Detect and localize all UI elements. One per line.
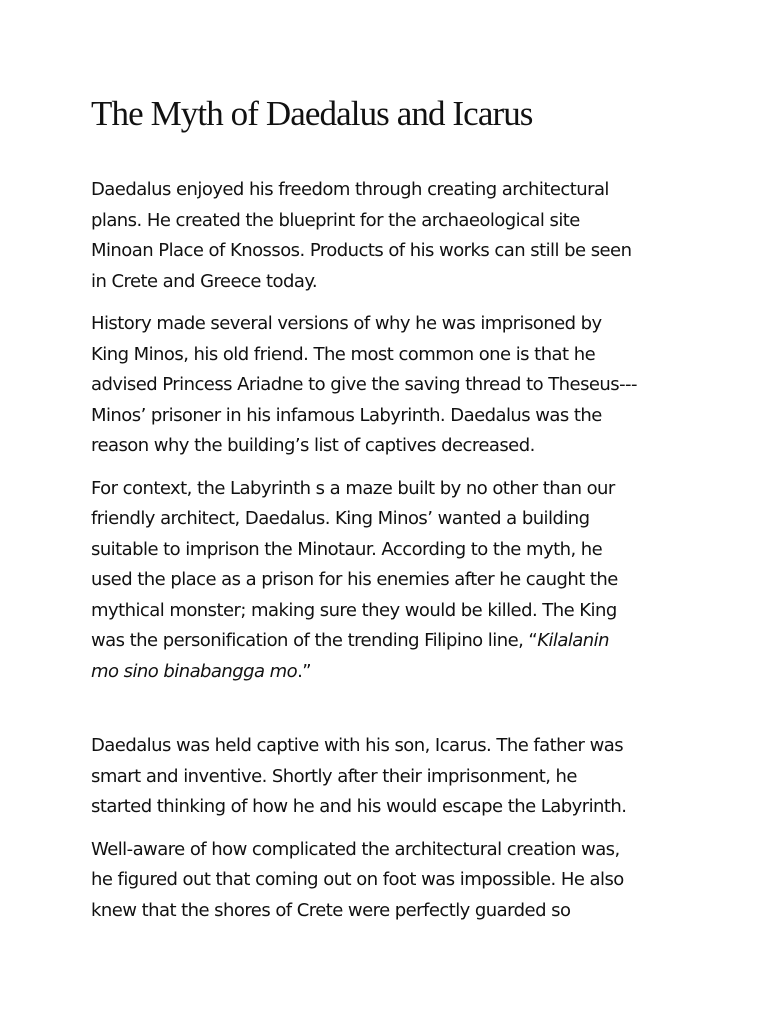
text-run: was the personification of the trending Filipino line, “ xyxy=(91,630,538,651)
italic-phrase: Kilalanin xyxy=(537,630,609,651)
text-line: Well-aware of how complicated the architectural creation was, xyxy=(91,838,620,860)
text-line: suitable to imprison the Minotaur. According to the myth, he xyxy=(91,538,603,560)
text-line: Minoan Place of Knossos. Products of his works can still be seen xyxy=(91,240,632,261)
text-line xyxy=(91,657,691,688)
text-line: knew that the shores of Crete were perfectly guarded so xyxy=(91,899,571,921)
paragraph-3 xyxy=(91,474,691,688)
document-body xyxy=(91,175,691,938)
text-line: Daedalus was held captive with his son, Icarus. The father was xyxy=(91,735,624,756)
italic-phrase: mo sino binabangga mo xyxy=(91,660,298,682)
text-line: in Crete and Greece today. xyxy=(91,270,318,292)
text-line: Daedalus enjoyed his freedom through creating architectural xyxy=(91,179,609,200)
text-line: used the place as a prison for his enemies after he caught the xyxy=(91,569,618,590)
text-line: started thinking of how he and his would escape the Labyrinth. xyxy=(91,796,627,817)
paragraph-4 xyxy=(91,731,691,823)
text-line: advised Princess Ariadne to give the saving thread to Theseus--- xyxy=(91,374,637,395)
text-run: .” xyxy=(297,660,312,682)
text-line xyxy=(91,626,691,657)
text-line: For context, the Labyrinth s a maze built by no other than our xyxy=(91,477,615,499)
text-line: friendly architect, Daedalus. King Minos’ wanted a building xyxy=(91,508,590,529)
text-line: plans. He created the blueprint for the archaeological site xyxy=(91,209,580,231)
text-line: History made several versions of why he was imprisoned by xyxy=(91,313,602,334)
text-line: he figured out that coming out on foot was impossible. He also xyxy=(91,869,624,890)
paragraph-5 xyxy=(91,835,691,927)
text-line: Minos’ prisoner in his infamous Labyrinth. Daedalus was the xyxy=(91,404,602,426)
paragraph-2 xyxy=(91,309,691,462)
paragraph-1 xyxy=(91,175,691,297)
document-title: The Myth of Daedalus and Icarus xyxy=(91,94,533,133)
text-line: mythical monster; making sure they would be killed. The King xyxy=(91,599,617,621)
text-line: reason why the building’s list of captives decreased. xyxy=(91,435,535,456)
text-line: smart and inventive. Shortly after their imprisonment, he xyxy=(91,765,577,787)
text-line: King Minos, his old friend. The most common one is that he xyxy=(91,343,596,365)
